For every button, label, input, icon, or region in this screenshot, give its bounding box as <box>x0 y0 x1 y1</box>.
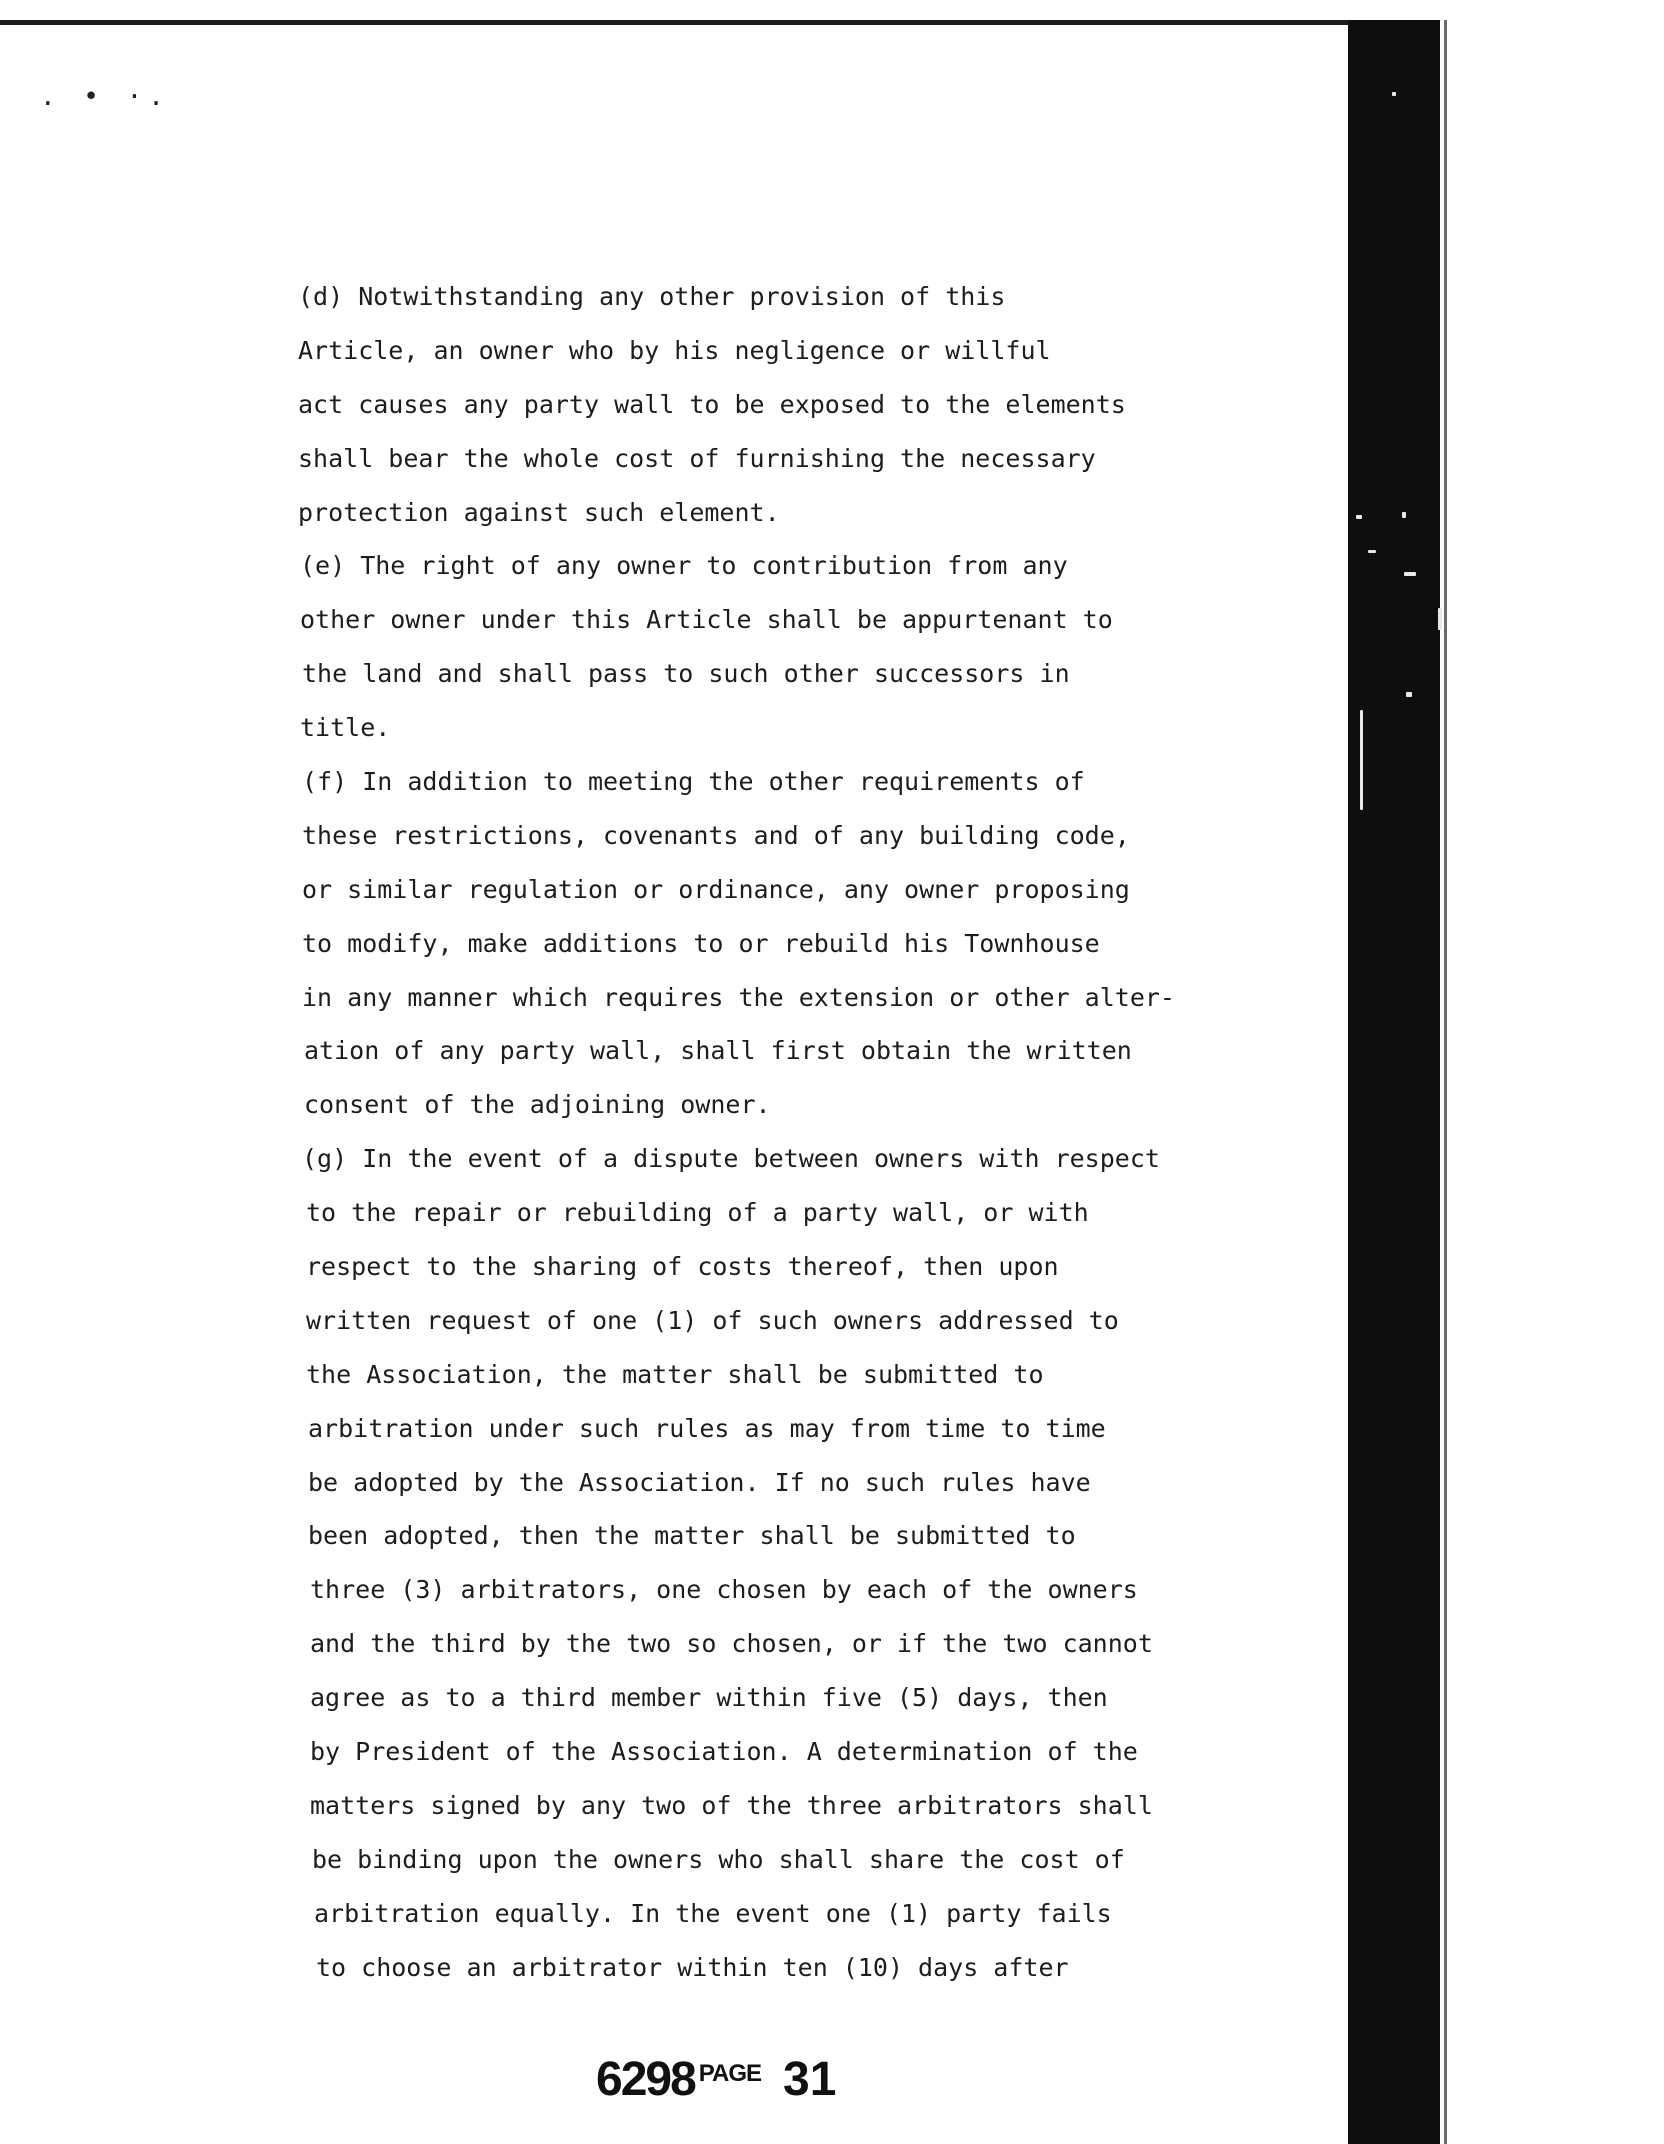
book-number: 6298 <box>596 2053 695 2106</box>
text-line: arbitration under such rules as may from time to time <box>308 1413 1106 1443</box>
text-line: (g) In the event of a dispute between owners with respect <box>302 1144 1160 1174</box>
text-line: (e) The right of any owner to contribution from any <box>300 551 1068 581</box>
text-line: act causes any party wall to be exposed to the elements <box>298 389 1126 419</box>
text-line: agree as to a third member within five (5) days, then <box>310 1683 1108 1713</box>
text-line: be binding upon the owners who shall share the cost of <box>312 1844 1125 1874</box>
text-line: been adopted, then the matter shall be submitted to <box>308 1521 1076 1551</box>
text-line: ation of any party wall, shall first obtain the written <box>304 1036 1132 1066</box>
scan-speckle-marks: . • ·. <box>40 82 170 112</box>
page-number: 31 <box>783 2053 837 2106</box>
text-line: protection against such element. <box>298 497 780 527</box>
text-line: consent of the adjoining owner. <box>304 1090 771 1120</box>
text-line: (f) In addition to meeting the other requirements of <box>302 767 1085 797</box>
text-line: these restrictions, covenants and of any building code, <box>302 820 1130 850</box>
text-line: and the third by the two so chosen, or if the two cannot <box>310 1629 1153 1659</box>
text-line: title. <box>300 713 391 743</box>
text-line: shall bear the whole cost of furnishing the necessary <box>298 443 1096 473</box>
text-line: the land and shall pass to such other successors in <box>302 659 1070 689</box>
text-line: other owner under this Article shall be appurtenant to <box>300 605 1113 635</box>
text-line: (d) Notwithstanding any other provision of this <box>298 282 1006 311</box>
scan-dark-margin <box>1348 20 1440 2144</box>
text-line: or similar regulation or ordinance, any owner proposing <box>302 874 1130 904</box>
text-line: in any manner which requires the extension or other alter- <box>302 982 1175 1012</box>
text-line: matters signed by any two of the three arbitrators shall <box>310 1790 1153 1820</box>
text-line: the Association, the matter shall be submitted to <box>306 1359 1044 1389</box>
text-line: respect to the sharing of costs thereof, then upon <box>306 1252 1059 1282</box>
text-line: arbitration equally. In the event one (1) party fails <box>314 1898 1112 1928</box>
text-line: to modify, make additions to or rebuild his Townhouse <box>302 928 1100 958</box>
text-line: be adopted by the Association. If no such rules have <box>308 1467 1091 1497</box>
text-line: written request of one (1) of such owners addressed to <box>306 1305 1119 1335</box>
text-line: Article, an owner who by his negligence or willful <box>298 335 1051 365</box>
document-body <box>298 270 1308 1995</box>
text-line: three (3) arbitrators, one chosen by each of the owners <box>310 1575 1138 1605</box>
text-line: to the repair or rebuilding of a party wall, or with <box>306 1198 1089 1228</box>
book-page-reference <box>596 2052 836 2107</box>
scan-top-edge <box>0 20 1440 25</box>
page-label: PAGE <box>698 2060 762 2087</box>
text-line: by President of the Association. A determination of the <box>310 1737 1138 1767</box>
scan-right-border <box>1444 20 1447 2144</box>
text-line: to choose an arbitrator within ten (10) days after <box>316 1952 1069 1982</box>
